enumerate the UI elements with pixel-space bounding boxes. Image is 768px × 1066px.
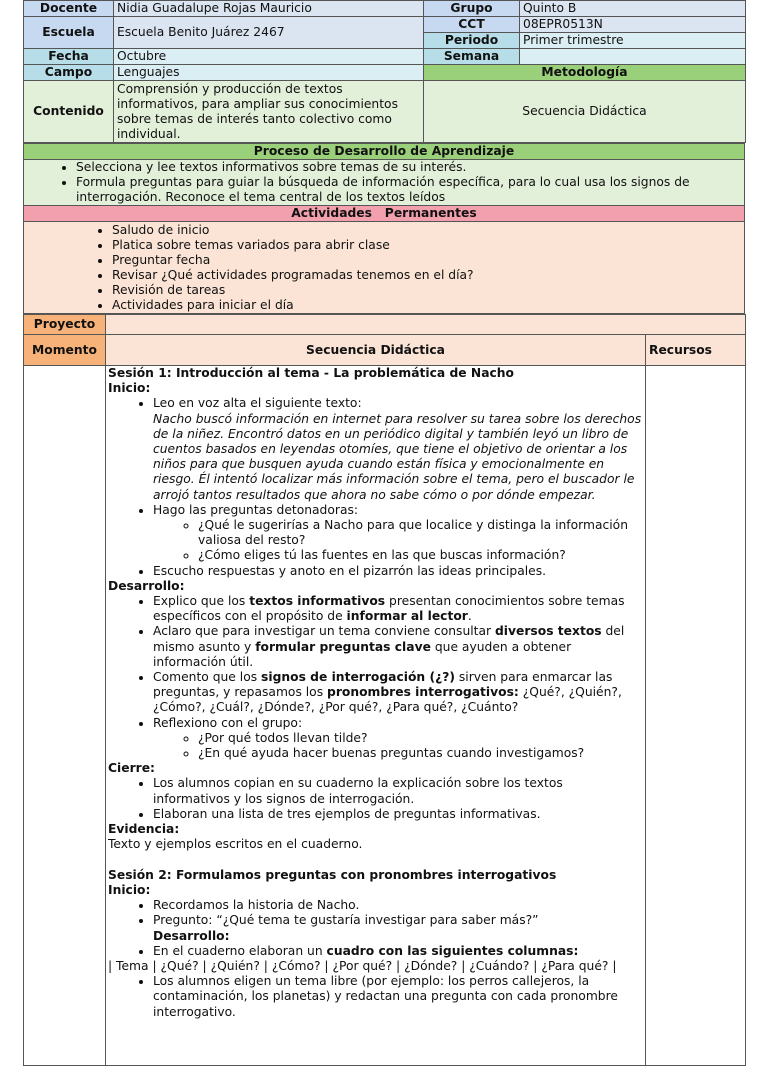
momento-header: Momento bbox=[24, 335, 106, 366]
escuela-label: Escuela bbox=[24, 17, 114, 49]
permanente-item: • Saludo de inicio bbox=[112, 223, 744, 238]
pda-item: • Formula preguntas para guiar la búsqueda de información específica, para lo cual usa los signos de interrogación. Reconoce el tema central de los textos leídos bbox=[76, 175, 744, 205]
permanente-item: • Preguntar fecha bbox=[112, 253, 744, 268]
s1-desarrollo-item: • Reflexiono con el grupo: ◦ ¿Por qué todos llevan tilde? ◦ ¿En qué ayuda hacer buenas preguntas cuando investigamos? bbox=[153, 716, 643, 762]
momento-cell bbox=[24, 366, 106, 1066]
grupo-label: Grupo bbox=[424, 1, 520, 17]
s1-leo: Leo en voz alta el siguiente texto: bbox=[153, 396, 362, 411]
s1-inicio-heading: Inicio: bbox=[108, 381, 151, 396]
session1-title: Sesión 1: Introducción al tema - La problemática de Nacho bbox=[108, 366, 514, 380]
pda-body bbox=[24, 160, 745, 206]
s1-inicio-item: • Escucho respuestas y anoto en el pizarrón las ideas principales. bbox=[153, 564, 643, 579]
s2-inicio-heading: Inicio: bbox=[108, 882, 151, 897]
fecha-value: Octubre bbox=[114, 49, 424, 65]
periodo-value: Primer trimestre bbox=[520, 33, 746, 49]
s1-inicio-item bbox=[153, 503, 643, 564]
semana-value bbox=[520, 49, 746, 65]
docente-label: Docente bbox=[24, 1, 114, 17]
metodologia-label: Metodología bbox=[424, 65, 746, 81]
session-content bbox=[106, 366, 646, 1066]
s2-desarrollo-item: • Los alumnos eligen un tema libre (por ejemplo: los perros callejeros, la contaminación, los planetas) y redactan una pregunta con cada pronombre interrogativo. bbox=[153, 974, 643, 1020]
contenido-value: Comprensión y producción de textos informativos, para ampliar sus conocimientos sobre temas de interés tanto colectivo como individual. bbox=[114, 81, 424, 143]
proyecto-label: Proyecto bbox=[24, 315, 106, 335]
s2-inicio-item: • Pregunto: “¿Qué tema te gustaría investigar para saber más?” Desarrollo: bbox=[153, 913, 643, 943]
s1-question: ◦ ¿Cómo eliges tú las fuentes en las que buscas información? bbox=[198, 548, 643, 563]
permanente-item: • Revisar ¿Qué actividades programadas tenemos en el día? bbox=[112, 268, 744, 283]
s1-reflexion-question: ◦ ¿En qué ayuda hacer buenas preguntas cuando investigamos? bbox=[198, 746, 643, 761]
escuela-value: Escuela Benito Juárez 2467 bbox=[114, 17, 424, 49]
cct-label: CCT bbox=[424, 17, 520, 33]
s1-cierre-heading: Cierre: bbox=[108, 761, 155, 776]
s1-detonadoras: Hago las preguntas detonadoras: bbox=[153, 502, 359, 517]
s1-cierre-item: • Los alumnos copian en su cuaderno la explicación sobre los textos informativos y los signos de interrogación. bbox=[153, 776, 643, 806]
s2-desarrollo-item: • En el cuaderno elaboran un cuadro con las siguientes columnas: bbox=[153, 944, 643, 959]
s1-story: Nacho buscó información en internet para resolver su tarea sobre los derechos de la niñez. Encontró datos en un periódico digital y también leyó un libro de cuentos basados en leyendas otomíes, que tiene el objetivo de orientar a los niños para que busquen ayuda cuando están física y emocionalmente en riesgo. Él intentó localizar más información sobre el tema, pero el buscador le arrojó tantos resultados que ahora no sabe cómo o por dónde empezar. bbox=[153, 411, 642, 502]
docente-value: Nidia Guadalupe Rojas Mauricio bbox=[114, 1, 424, 17]
s1-question: ◦ ¿Qué le sugerirías a Nacho para que localice y distinga la información valiosa del resto? bbox=[198, 518, 643, 548]
s1-desarrollo-item: • Aclaro que para investigar un tema conviene consultar diversos textos del mismo asunto y formular preguntas clave que ayuden a obtener información útil. bbox=[153, 624, 643, 670]
permanente-item: • Actividades para iniciar el día bbox=[112, 298, 744, 313]
contenido-label: Contenido bbox=[24, 81, 114, 143]
s2-inicio-item: • Recordamos la historia de Nacho. bbox=[153, 898, 643, 913]
proyecto-value bbox=[106, 315, 746, 335]
permanentes-body bbox=[24, 222, 745, 314]
s2-columns: | Tema | ¿Qué? | ¿Quién? | ¿Cómo? | ¿Por qué? | ¿Dónde? | ¿Cuándo? | ¿Para qué? | bbox=[108, 958, 617, 973]
secuencia-header: Secuencia Didáctica bbox=[106, 335, 646, 366]
grupo-value: Quinto B bbox=[520, 1, 746, 17]
semana-label: Semana bbox=[424, 49, 520, 65]
periodo-label: Periodo bbox=[424, 33, 520, 49]
metodologia-value: Secuencia Didáctica bbox=[424, 81, 746, 143]
sequence-table bbox=[23, 314, 746, 1066]
s1-inicio-item bbox=[153, 396, 643, 502]
s2-desarrollo-heading: Desarrollo: bbox=[153, 928, 230, 943]
s1-desarrollo-heading: Desarrollo: bbox=[108, 578, 185, 593]
s1-desarrollo-item: • Comento que los signos de interrogación (¿?) sirven para enmarcar las preguntas, y repasamos los pronombres interrogativos: ¿Qué?, ¿Quién?, ¿Cómo?, ¿Cuál?, ¿Dónde?, ¿Por qué?, ¿Para qué?, ¿Cuánto? bbox=[153, 670, 643, 716]
s1-evidencia-heading: Evidencia: bbox=[108, 822, 180, 837]
pda-title: Proceso de Desarrollo de Aprendizaje bbox=[24, 144, 745, 160]
fecha-label: Fecha bbox=[24, 49, 114, 65]
campo-value: Lenguajes bbox=[114, 65, 424, 81]
permanente-item: • Revisión de tareas bbox=[112, 283, 744, 298]
recursos-cell bbox=[646, 366, 746, 1066]
recursos-header: Recursos bbox=[646, 335, 746, 366]
s1-desarrollo-item: • Explico que los textos informativos presentan conocimientos sobre temas específicos con el propósito de informar al lector. bbox=[153, 594, 643, 624]
planning-document bbox=[23, 0, 745, 1066]
header-table bbox=[23, 0, 746, 143]
s1-evidencia-text: Texto y ejemplos escritos en el cuaderno. bbox=[108, 837, 363, 852]
permanente-item: • Platica sobre temas variados para abrir clase bbox=[112, 238, 744, 253]
permanentes-title: Actividades Permanentes bbox=[24, 206, 745, 222]
s1-reflexion-question: ◦ ¿Por qué todos llevan tilde? bbox=[198, 731, 643, 746]
pda-item: • Selecciona y lee textos informativos sobre temas de su interés. bbox=[76, 160, 744, 175]
session2-title: Sesión 2: Formulamos preguntas con pronombres interrogativos bbox=[108, 867, 557, 882]
campo-label: Campo bbox=[24, 65, 114, 81]
s1-cierre-item: • Elaboran una lista de tres ejemplos de preguntas informativas. bbox=[153, 807, 643, 822]
cct-value: 08EPR0513N bbox=[520, 17, 746, 33]
pda-table bbox=[23, 143, 745, 314]
